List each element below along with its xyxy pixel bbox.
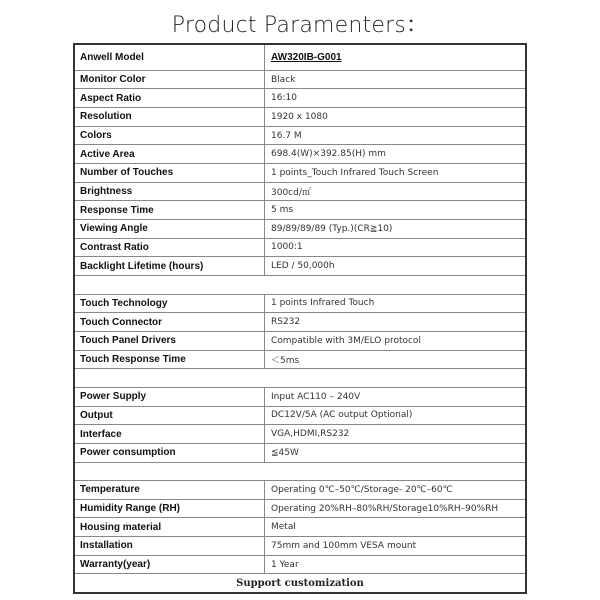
table-row [75,257,525,276]
table-row [75,89,525,108]
page-title: Product Paramenters： [171,13,429,38]
table-row [75,500,525,519]
support-customization-note: Support customization [236,577,364,589]
row-value: 1 Year [271,559,299,570]
row-value: 16.7 M [271,130,302,141]
row-label: Anwell Model [75,45,265,70]
row-label: Touch Response Time [75,351,265,369]
table-row [75,481,525,500]
table-row [75,518,525,537]
table-row [75,45,525,71]
table-row [75,444,525,463]
row-value: 16:10 [271,93,297,104]
row-value: Input AC110 – 240V [271,391,361,402]
row-label: Touch Panel Drivers [75,332,265,350]
section-divider [75,369,525,388]
row-label: Contrast Ratio [75,239,265,257]
row-label: Active Area [75,145,265,163]
row-value: ＜5ms [271,355,300,366]
table-row [75,108,525,127]
table-row [75,332,525,351]
table-row [75,71,525,90]
row-value: Black [271,74,296,85]
table-row [75,313,525,332]
row-label: Number of Touches [75,164,265,182]
table-row [75,351,525,370]
row-label: Installation [75,537,265,555]
row-value: Compatible with 3M/ELO protocol [271,335,421,346]
table-row [75,239,525,258]
row-value [265,45,525,70]
row-label: Monitor Color [75,71,265,89]
row-value: 89/89/89/89 (Typ.)(CR≧10) [271,223,393,234]
row-value: LED / 50,000h [271,261,335,272]
row-value: 1 points Infrared Touch [271,298,375,309]
row-value: 1 points_Touch Infrared Touch Screen [271,167,439,178]
row-label: Aspect Ratio [75,89,265,107]
row-label: Backlight Lifetime (hours) [75,257,265,275]
table-row [75,388,525,407]
row-value: RS232 [271,317,301,328]
row-value: VGA,HDMI,RS232 [271,429,350,440]
row-value: 5 ms [271,205,294,216]
row-label: Power Supply [75,388,265,406]
spec-table [73,43,527,594]
section-divider [75,463,525,482]
table-row [75,127,525,146]
table-row [75,183,525,202]
footer-row [75,574,525,592]
row-value: 75mm and 100mm VESA mount [271,540,417,551]
row-value: 1920 x 1080 [271,111,328,122]
table-row [75,295,525,314]
row-label: Touch Technology [75,295,265,313]
row-label: Output [75,407,265,425]
table-row [75,537,525,556]
row-label: Resolution [75,108,265,126]
row-value: Operating 20%RH–80%RH/Storage10%RH–90%RH [271,503,499,514]
table-row [75,425,525,444]
row-label: Warranty(year) [75,556,265,574]
row-value: Operating 0℃–50℃/Storage- 20℃–60℃ [271,484,453,495]
row-label: Brightness [75,183,265,201]
table-row [75,407,525,426]
row-value: ≦45W [271,447,299,458]
row-label: Power consumption [75,444,265,462]
row-label: Temperature [75,481,265,499]
row-label: Touch Connector [75,313,265,331]
table-row [75,164,525,183]
table-row [75,201,525,220]
row-label: Housing material [75,518,265,536]
row-label: Humidity Range (RH) [75,500,265,518]
row-value: 698.4(W)×392.85(H) mm [271,149,386,160]
model-code: AW320IB-G001 [271,51,342,63]
row-label: Interface [75,425,265,443]
table-row [75,220,525,239]
table-row [75,145,525,164]
row-value: Metal [271,522,296,533]
row-value: 300cd/㎡ [271,187,311,198]
table-row [75,556,525,575]
row-value: 1000:1 [271,242,303,253]
section-divider [75,276,525,295]
row-label: Colors [75,127,265,145]
row-label: Response Time [75,201,265,219]
row-label: Viewing Angle [75,220,265,238]
row-value: DC12V/5A (AC output Optional) [271,410,413,421]
